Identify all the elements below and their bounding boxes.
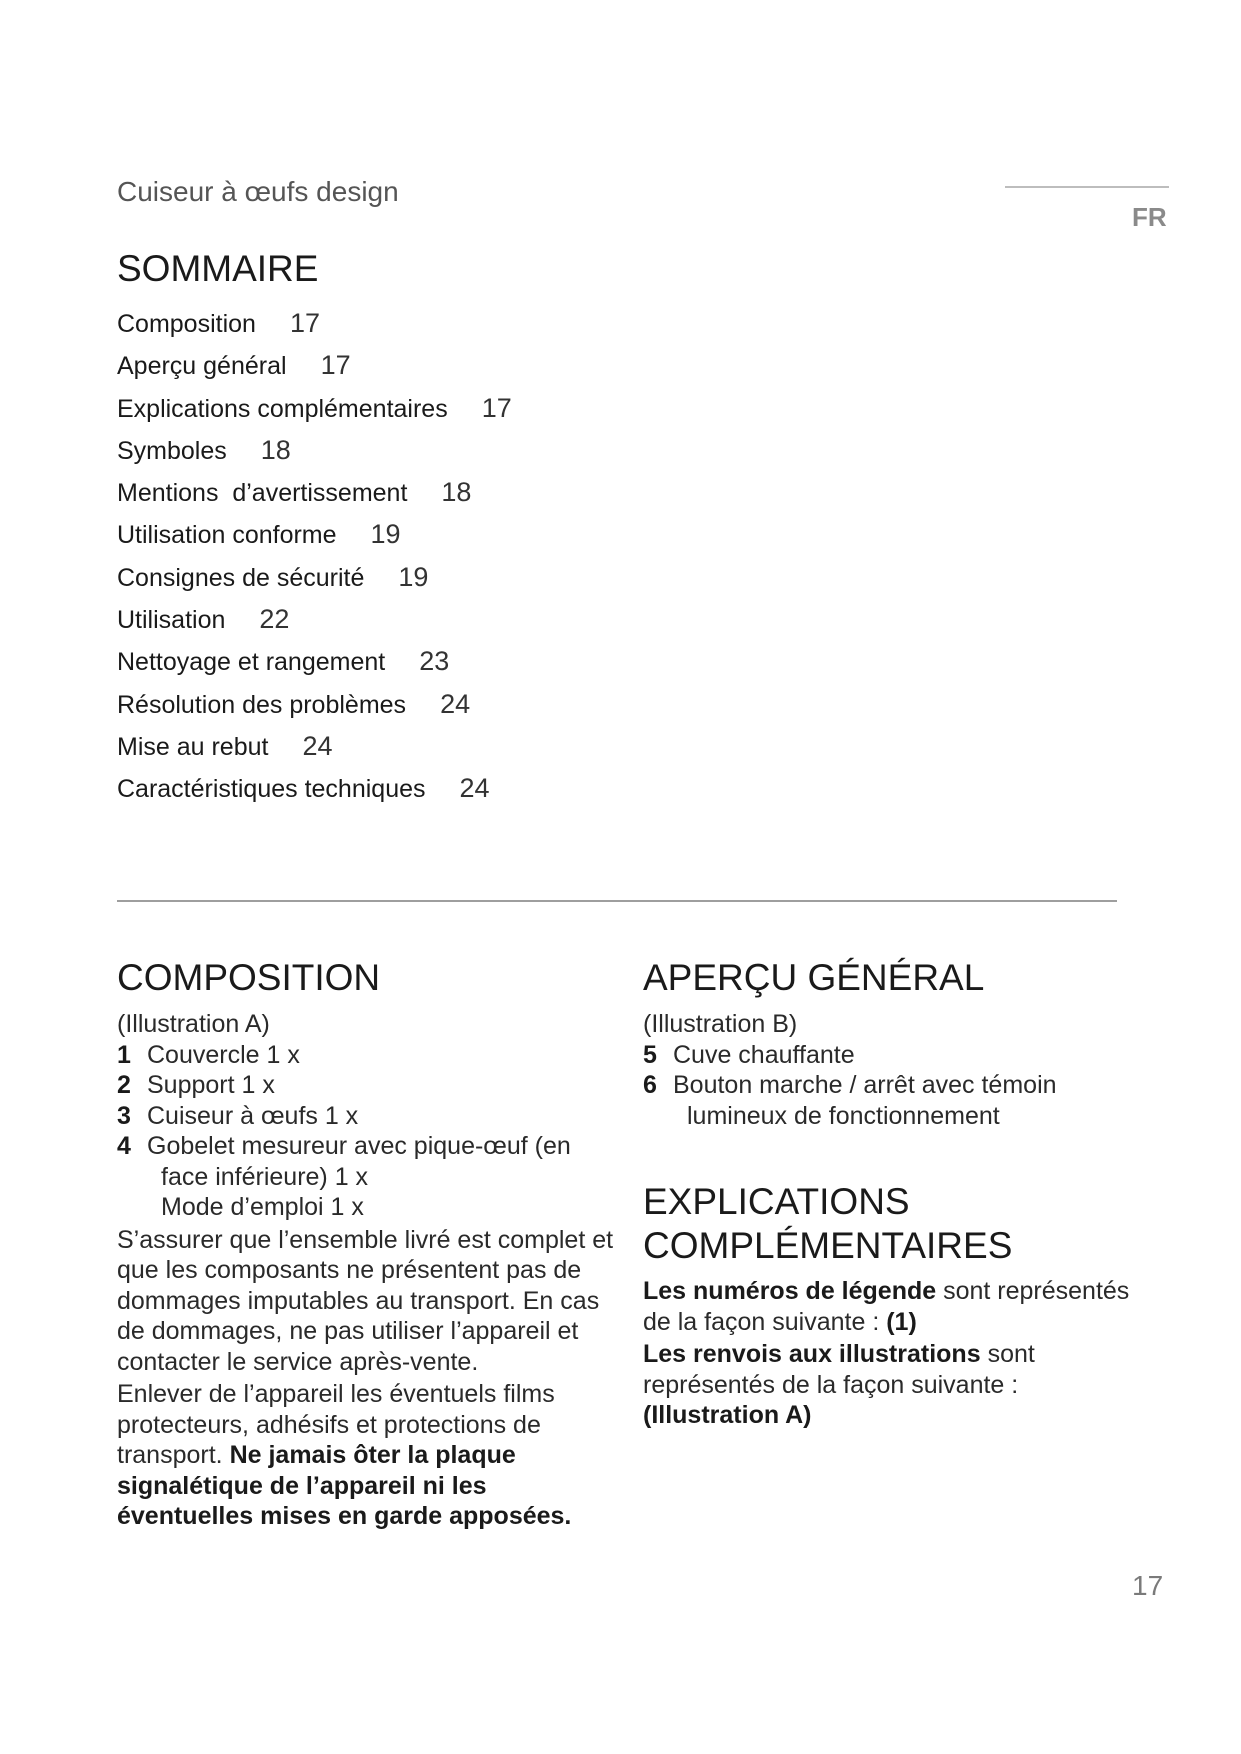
paragraph-lead: Les numéros de légende (643, 1277, 937, 1305)
paragraph-text: Enlever de l’appareil les éventuels films protecteurs, adhésifs et protections de transport. (117, 1380, 555, 1469)
toc-entry[interactable] (117, 513, 512, 555)
composition-heading: COMPOSITION (117, 957, 381, 998)
list-item (117, 1040, 617, 1071)
item-text: Couvercle 1 x (147, 1040, 300, 1069)
toc-entry-page: 18 (441, 477, 472, 508)
toc-entry[interactable] (117, 429, 512, 471)
list-item (117, 1131, 617, 1192)
item-number: 4 (117, 1132, 131, 1160)
item-number: 3 (117, 1101, 131, 1130)
paragraph-illustration-refs (643, 1339, 1143, 1431)
paragraph-text: sont représentés de la façon suivante : (643, 1277, 1130, 1336)
paragraph-example: (Illustration A) (643, 1401, 812, 1429)
toc-entry-page: 17 (481, 392, 512, 423)
toc-entry-title: Composition (117, 310, 256, 338)
list-item (643, 1070, 1143, 1131)
toc-entry-title: Caractéristiques techniques (117, 775, 426, 804)
toc-entry-page: 24 (440, 688, 471, 719)
toc-entry[interactable] (117, 683, 512, 725)
toc-entry[interactable] (117, 725, 512, 767)
toc-entry[interactable] (117, 302, 512, 344)
list-item (117, 1070, 617, 1101)
paragraph-text: sont représentés de la façon suivante : (643, 1340, 1035, 1399)
toc-entry-page: 24 (302, 730, 333, 761)
item-number: 2 (117, 1071, 131, 1099)
toc-entry-page: 22 (259, 604, 290, 635)
page-number: 17 (1132, 1570, 1164, 1601)
item-text: Bouton marche / arrêt avec témoin lumineux de fonctionnement (673, 1071, 1057, 1130)
overview-heading: APERÇU GÉNÉRAL (643, 957, 985, 998)
toc-entry[interactable] (117, 767, 512, 809)
paragraph-packaging (117, 1379, 617, 1532)
toc-entry-page: 24 (459, 773, 490, 804)
toc-entry[interactable] (117, 387, 512, 429)
toc-entry-title: Mise au rebut (117, 732, 269, 761)
overview-section (643, 1009, 1143, 1131)
toc-entry-page: 19 (370, 519, 401, 550)
explanations-heading: EXPLICATIONS COMPLÉMENTAIRES (643, 1181, 1013, 1266)
table-of-contents (117, 302, 512, 810)
section-divider (117, 900, 1117, 902)
item-number: 1 (117, 1040, 131, 1069)
toc-heading: SOMMAIRE (117, 248, 319, 289)
toc-entry[interactable] (117, 471, 512, 513)
toc-entry[interactable] (117, 556, 512, 598)
toc-entry[interactable] (117, 598, 512, 640)
language-tab-rule (1005, 186, 1169, 188)
item-text: Cuiseur à œufs 1 x (147, 1101, 359, 1130)
toc-entry-page: 17 (289, 308, 320, 338)
toc-entry-title: Résolution des problèmes (117, 690, 407, 719)
toc-entry-page: 19 (398, 561, 429, 592)
toc-entry-title: Mentions d’avertissement (117, 479, 408, 508)
paragraph-warning: Ne jamais ôter la plaque signalétique de l’appareil ni les éventuelles mises en garde apposées. (117, 1441, 572, 1530)
item-text: Cuve chauffante (673, 1040, 855, 1069)
toc-entry-title: Nettoyage et rangement (117, 648, 386, 677)
list-item (117, 1101, 617, 1132)
item-text: Support 1 x (147, 1071, 275, 1099)
language-tab: FR (1132, 202, 1167, 232)
illustration-reference: (Illustration B) (643, 1010, 798, 1038)
paragraph-delivery-check: S’assurer que l’ensemble livré est complet et que les composants ne présentent pas de dommages imputables au transport. En cas de dommages, ne pas utiliser l’appareil et contacter le service après-vente. (117, 1225, 614, 1376)
composition-section (117, 1009, 617, 1532)
toc-entry-title: Aperçu général (117, 352, 287, 381)
toc-entry-title: Utilisation (117, 606, 226, 635)
illustration-reference: (Illustration A) (117, 1010, 270, 1038)
product-title: Cuiseur à œufs design (117, 176, 399, 207)
list-item (643, 1040, 1143, 1071)
toc-entry-title: Symboles (117, 436, 227, 465)
explanations-section (643, 1276, 1143, 1431)
item-number: 6 (643, 1071, 657, 1099)
paragraph-example: (1) (886, 1307, 917, 1336)
item-text: Gobelet mesureur avec pique-œuf (en face inférieure) 1 x (147, 1132, 571, 1191)
item-number: 5 (643, 1040, 657, 1069)
paragraph-legend-numbers (643, 1276, 1143, 1337)
toc-entry[interactable] (117, 344, 512, 386)
toc-entry-page: 17 (320, 350, 351, 381)
toc-entry[interactable] (117, 640, 512, 682)
toc-entry-title: Consignes de sécurité (117, 563, 365, 592)
toc-entry-page: 18 (260, 434, 291, 465)
list-item-extra: Mode d’emploi 1 x (161, 1193, 364, 1221)
toc-entry-title: Explications complémentaires (117, 394, 448, 423)
toc-entry-title: Utilisation conforme (117, 521, 337, 550)
paragraph-lead: Les renvois aux illustrations (643, 1340, 981, 1368)
toc-entry-page: 23 (419, 646, 450, 677)
